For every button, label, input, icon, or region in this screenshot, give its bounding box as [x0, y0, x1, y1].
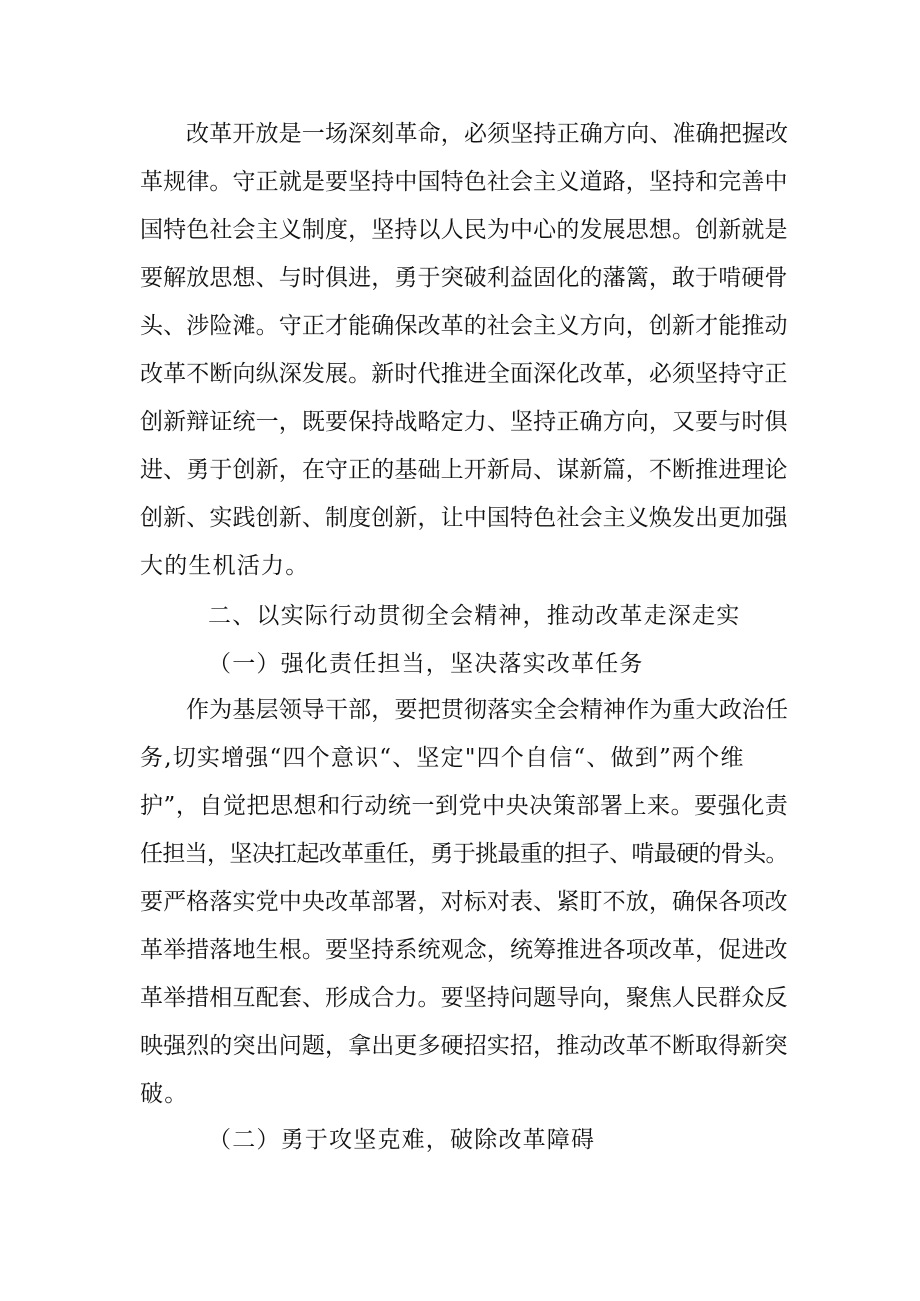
paragraph-reform-opening: [140, 110, 788, 590]
paragraph-line: 革规律。守正就是要坚持中国特色社会主义道路，坚持和完善中: [140, 169, 788, 195]
heading-text: （一）强化责任担当，坚决落实改革任务: [208, 651, 644, 677]
paragraph-line: 要严格落实党中央改革部署，对标对表、紧盯不放，确保各项改: [140, 889, 788, 915]
subsection-heading-2: [208, 1116, 856, 1164]
paragraph-line: 改革不断向纵深发展。新时代推进全面深化改革，必须坚持守正: [140, 361, 788, 387]
paragraph-responsibility: [140, 686, 788, 1118]
paragraph-line: 映强烈的突出问题，拿出更多硬招实招，推动改革不断取得新突: [140, 1033, 788, 1059]
paragraph-line: 创新、实践创新、制度创新，让中国特色社会主义焕发出更加强: [140, 505, 788, 531]
heading-text: （二）勇于攻坚克难，破除改革障碍: [208, 1127, 596, 1153]
paragraph-line: 护”，自觉把思想和行动统一到党中央决策部署上来。要强化责: [140, 793, 789, 819]
paragraph-line: 国特色社会主义制度，坚持以人民为中心的发展思想。创新就是: [140, 217, 788, 243]
section-heading-2: [208, 592, 856, 640]
paragraph-line: 革举措落地生根。要坚持系统观念，统筹推进各项改革，促进改: [140, 937, 788, 963]
paragraph-line: 破。: [140, 1081, 189, 1107]
paragraph-line: 要解放思想、与时俱进，勇于突破利益固化的藩篱，敢于啃硬骨: [140, 265, 788, 291]
paragraph-line: 大的生机活力。: [140, 553, 310, 579]
paragraph-line: 务,切实增强“四个意识“、坚定"四个自信“、做到”两个维: [140, 745, 745, 771]
paragraph-line: 作为基层领导干部，要把贯彻落实全会精神作为重大政治任: [186, 697, 789, 723]
paragraph-line: 头、涉险滩。守正才能确保改革的社会主义方向，创新才能推动: [140, 313, 788, 339]
paragraph-line: 任担当，坚决扛起改革重任，勇于挑最重的担子、啃最硬的骨头。: [140, 841, 788, 867]
paragraph-line: 创新辩证统一，既要保持战略定力、坚持正确方向，又要与时俱: [140, 409, 788, 435]
paragraph-line: 改革开放是一场深刻革命，必须坚持正确方向、准确把握改: [186, 121, 789, 147]
paragraph-line: 进、勇于创新，在守正的基础上开新局、谋新篇，不断推进理论: [140, 457, 788, 483]
heading-text: 二、以实际行动贯彻全会精神，推动改革走深走实: [208, 603, 741, 629]
paragraph-line: 革举措相互配套、形成合力。要坚持问题导向，聚焦人民群众反: [140, 985, 788, 1011]
subsection-heading-1: [208, 640, 856, 688]
